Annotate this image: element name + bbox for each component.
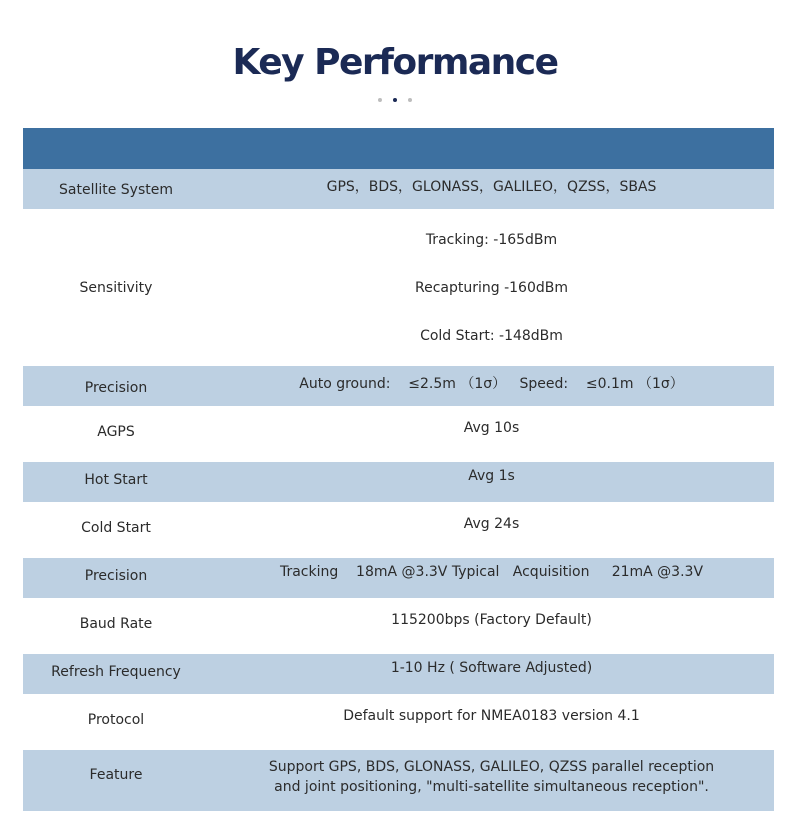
table-row-precision-current	[23, 558, 774, 598]
row-label: Satellite System	[59, 182, 173, 198]
row-value: Tracking 18mA @3.3V Typical Acquisition 21mA @3.3V	[279, 564, 704, 580]
row-value: Avg 24s	[463, 516, 520, 532]
sensitivity-tracking: Tracking: -165dBm	[425, 231, 558, 248]
dot-3	[408, 98, 412, 102]
row-label: Precision	[84, 380, 148, 396]
row-value: Default support for NMEA0183 version 4.1	[343, 708, 640, 724]
page-title: Key Performance	[232, 42, 558, 83]
row-label: Sensitivity	[79, 279, 153, 296]
row-value: Avg 10s	[463, 420, 520, 436]
table-header-bar	[23, 128, 774, 169]
table-row-feature	[23, 750, 774, 811]
dot-2-active	[393, 98, 397, 102]
row-label: Baud Rate	[79, 616, 153, 632]
row-value	[209, 230, 774, 346]
table-row-sensitivity	[23, 209, 774, 366]
row-value: Auto ground: ≤2.5m （1σ） Speed: ≤0.1m （1σ）	[299, 376, 684, 392]
dot-1	[378, 98, 382, 102]
row-label: Protocol	[87, 712, 145, 728]
table-row-baud-rate	[23, 606, 774, 646]
row-label: Refresh Frequency	[51, 664, 181, 680]
table-row-cold-start	[23, 510, 774, 550]
row-label: Precision	[84, 568, 148, 584]
row-value: GPS，BDS，GLONASS，GALILEO，QZSS，SBAS	[326, 179, 657, 195]
feature-line-1: Support GPS, BDS, GLONASS, GALILEO, QZSS parallel reception	[268, 758, 715, 775]
pagination-dots	[0, 98, 790, 102]
table-row-protocol	[23, 702, 774, 742]
feature-line-2: and joint positioning, "multi-satellite simultaneous reception".	[274, 778, 709, 795]
row-label: AGPS	[97, 424, 135, 440]
table-row-hot-start	[23, 462, 774, 502]
table-row-agps	[23, 414, 774, 454]
row-label: Hot Start	[84, 472, 148, 488]
table-row-refresh-frequency	[23, 654, 774, 694]
row-value: Avg 1s	[468, 468, 515, 484]
row-label: Cold Start	[81, 520, 151, 536]
row-value: 115200bps (Factory Default)	[391, 612, 592, 628]
table-row-precision-position	[23, 366, 774, 406]
spec-table	[23, 128, 774, 811]
row-value: 1-10 Hz ( Software Adjusted)	[390, 660, 593, 676]
table-row-satellite-system	[23, 169, 774, 209]
sensitivity-recapturing: Recapturing -160dBm	[415, 279, 568, 296]
row-label: Feature	[89, 766, 143, 783]
row-value	[209, 757, 774, 797]
sensitivity-cold-start: Cold Start: -148dBm	[420, 327, 563, 344]
